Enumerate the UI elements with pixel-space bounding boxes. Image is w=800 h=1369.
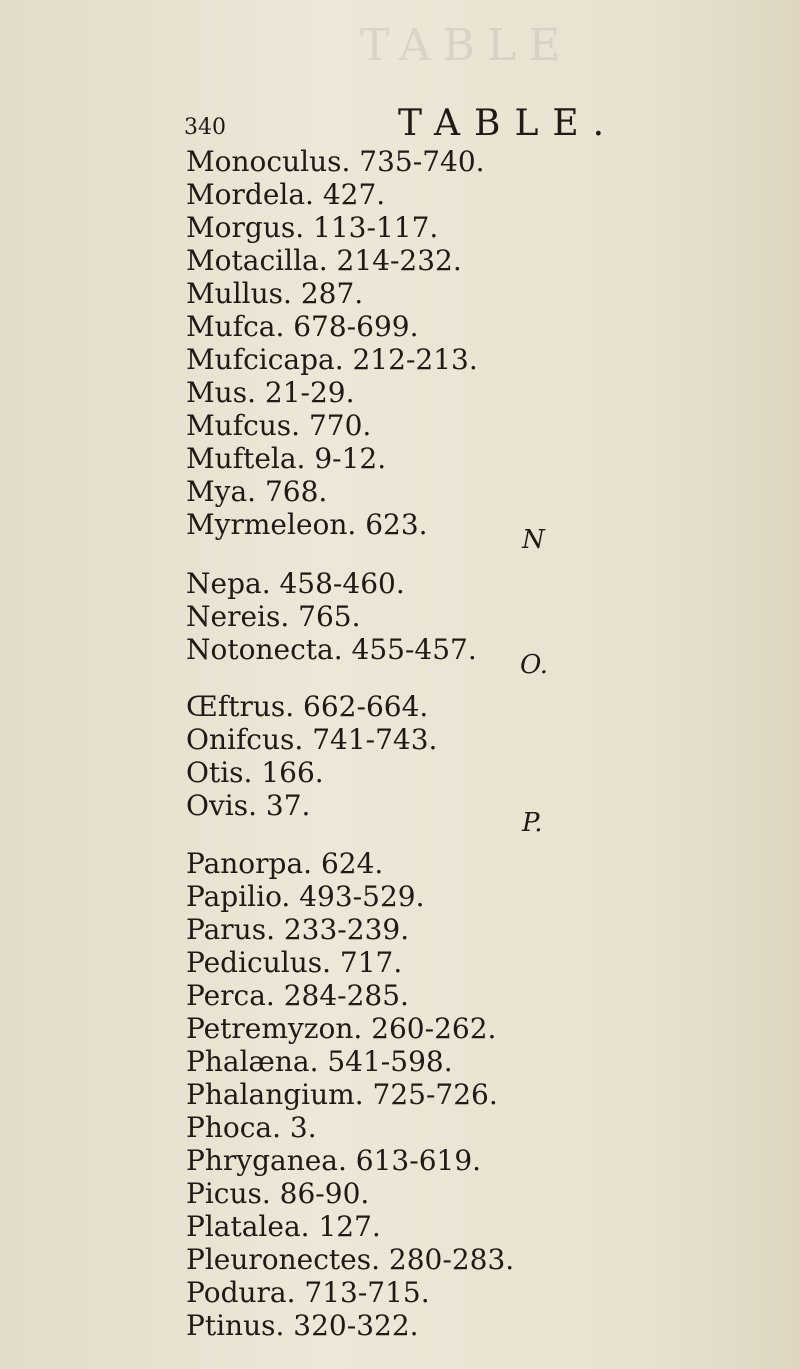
section-letter-n: N [522,525,545,555]
page-header [184,103,644,147]
index-entry: Mufcicapa. 212-213. [186,343,478,376]
index-entry: Mufca. 678-699. [186,310,419,343]
index-entry: Phalæna. 541-598. [186,1045,453,1078]
index-entry: Ovis. 37. [186,789,311,822]
index-entry: Myrmeleon. 623. [186,508,428,541]
index-entry: Morgus. 113-117. [186,211,439,244]
index-entry: Otis. 166. [186,756,324,789]
index-entry: Phalangium. 725-726. [186,1078,498,1111]
index-entry: Phryganea. 613-619. [186,1144,482,1177]
index-entry: Motacilla. 214-232. [186,244,462,277]
index-entry: Mordela. 427. [186,178,386,211]
index-entry: Onifcus. 741-743. [186,723,438,756]
index-entry: Mufcus. 770. [186,409,372,442]
index-entry: Mullus. 287. [186,277,364,310]
index-entry: Monoculus. 735-740. [186,145,485,178]
index-entry: Perca. 284-285. [186,979,409,1012]
index-entry: Notonecta. 455-457. [186,633,477,666]
running-title: TABLE. [398,103,619,144]
index-entry: Œftrus. 662-664. [186,690,429,723]
index-entry: Nereis. 765. [186,600,361,633]
page-number: 340 [184,115,226,140]
index-entry: Mus. 21-29. [186,376,355,409]
index-entry: Podura. 713-715. [186,1276,430,1309]
section-letter-o: O. [520,650,549,680]
index-entry: Pleuronectes. 280-283. [186,1243,515,1276]
index-entry: Phoca. 3. [186,1111,317,1144]
index-entry: Pediculus. 717. [186,946,403,979]
index-entry: Petremyzon. 260-262. [186,1012,497,1045]
index-entry: Muftela. 9-12. [186,442,387,475]
index-entry: Picus. 86-90. [186,1177,370,1210]
index-entry: Panorpa. 624. [186,847,384,880]
index-entry: Papilio. 493-529. [186,880,425,913]
index-entry: Ptinus. 320-322. [186,1309,419,1342]
index-entry: Mya. 768. [186,475,328,508]
index-entry: Parus. 233-239. [186,913,410,946]
index-entry: Nepa. 458-460. [186,567,405,600]
section-letter-p: P. [522,808,543,838]
index-entry: Platalea. 127. [186,1210,381,1243]
show-through-text: TABLE [360,20,573,71]
